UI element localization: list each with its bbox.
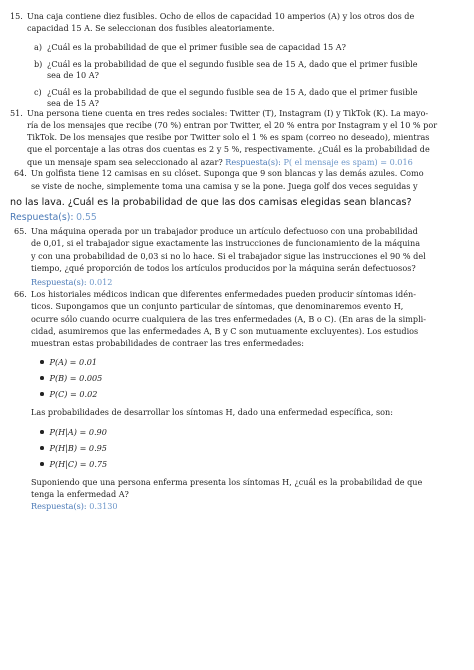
problem-text-line: TikTok. De los mensajes que resibe por Twitter solo el 1 % es spam (correo no deseado), mientras <box>27 132 430 142</box>
answer-value: P( el mensaje es spam) = 0.016 <box>283 157 413 167</box>
answer-value: 0.3130 <box>89 501 118 511</box>
answer-label: Respuesta(s): <box>225 157 281 167</box>
bullet-icon <box>40 462 44 466</box>
list-item <box>40 442 107 454</box>
problem-text-line: cidad, asumiremos que las enfermedades A, B y C son mutuamente excluyentes). Los estudios <box>31 326 419 336</box>
list-item <box>40 356 97 368</box>
problem-text: que un mensaje spam sea seleccionado al azar? <box>27 157 223 167</box>
item-text: ¿Cuál es la probabilidad de que el primer fusible sea de capacidad 15 A? <box>47 42 346 52</box>
item-label: b) <box>34 59 43 69</box>
problem-text-line: se viste de noche, simplemente toma una camisa y se la pone. Juega golf dos veces seguidas y <box>31 181 418 191</box>
problem-text-line-large: no las lava. ¿Cuál es la probabilidad de que las dos camisas elegidas sean blancas? <box>10 197 412 208</box>
bullet-icon <box>40 376 44 380</box>
answer-label: Respuesta(s): <box>10 212 74 223</box>
problem-number: 66. <box>14 289 27 299</box>
problem-text-line: Los historiales médicos indican que diferentes enfermedades pueden producir síntomas idén- <box>31 289 416 299</box>
item-text: sea de 10 A? <box>47 70 99 80</box>
problem-text-line: de 0,01, si el trabajador sigue exactamente las instrucciones de funcionamiento de la máquina <box>31 238 421 248</box>
problem-text-line: que el porcentaje a las otras dos cuentas es 2 y 5 %, respectivamente. ¿Cuál es la probabilidad de <box>27 144 430 154</box>
formula: P(C) = 0.02 <box>49 389 98 399</box>
problem-text-line: ocurre sólo cuando ocurre cualquiera de las tres enfermedades (A, B o C). (En aras de la simpli- <box>31 314 427 324</box>
bullet-icon <box>40 446 44 450</box>
problem-text-line: Las probabilidades de desarrollar los síntomas H, dado una enfermedad específica, son: <box>31 407 393 417</box>
problem-text-line: capacidad 15 A. Se seleccionan dos fusibles aleatoriamente. <box>27 23 275 33</box>
item-label: a) <box>34 42 42 52</box>
problem-text-line: Un golfista tiene 12 camisas en su clóset. Suponga que 9 son blancas y las demás azules. Como <box>31 168 424 178</box>
problem-text-line: Una persona tiene cuenta en tres redes sociales: Twitter (T), Instagram (I) y TikTok (K). La mayo- <box>27 108 429 118</box>
formula: P(H|C) = 0.75 <box>49 459 108 469</box>
answer-line <box>10 211 97 224</box>
list-item <box>40 426 107 438</box>
list-item <box>40 372 102 384</box>
problem-text-line: tenga la enfermedad A? <box>31 489 129 499</box>
formula: P(H|A) = 0.90 <box>49 427 107 437</box>
formula: P(B) = 0.005 <box>49 373 103 383</box>
item-text: ¿Cuál es la probabilidad de que el segundo fusible sea de 15 A, dado que el primer fusible <box>47 59 418 69</box>
problem-text-line: Una caja contiene diez fusibles. Ocho de ellos de capacidad 10 amperios (A) y los otros dos de <box>27 11 415 21</box>
problem-number: 64. <box>14 168 27 178</box>
formula: P(H|B) = 0.95 <box>49 443 107 453</box>
item-label: c) <box>34 87 42 97</box>
formula: P(A) = 0.01 <box>49 357 98 367</box>
problem-number: 51. <box>10 108 23 118</box>
answer-value: 0.012 <box>89 277 113 287</box>
problem-number: 15. <box>10 11 23 21</box>
answer-value: 0.55 <box>76 212 97 223</box>
problem-number: 65. <box>14 226 27 236</box>
problem-text-line: Una máquina operada por un trabajador produce un artículo defectuoso con una probabilidad <box>31 226 418 236</box>
answer-line <box>31 276 112 288</box>
bullet-icon <box>40 392 44 396</box>
item-text: ¿Cuál es la probabilidad de que el segundo fusible sea de 15 A, dado que el primer fusible <box>47 87 418 97</box>
problem-text-line: y con una probabilidad de 0,03 si no lo hace. Si el trabajador sigue las instrucciones el 90 % del <box>31 251 426 261</box>
answer-line <box>31 500 118 512</box>
list-item <box>40 388 97 400</box>
problem-text-line: ticos. Supongamos que un conjunto particular de síntomas, que denominaremos evento H, <box>31 301 404 311</box>
problem-text-line: ría de los mensajes que recibe (70 %) entran por Twitter, el 20 % entra por Instagram y el 10 % por <box>27 120 438 130</box>
answer-label: Respuesta(s): <box>31 277 87 287</box>
item-text: sea de 15 A? <box>47 98 99 108</box>
problem-text-line: Suponiendo que una persona enferma presenta los síntomas H, ¿cuál es la probabilidad de que <box>31 477 423 487</box>
bullet-icon <box>40 360 44 364</box>
bullet-icon <box>40 430 44 434</box>
problem-text-line: tiempo, ¿qué proporción de todos los artículos producidos por la máquina serán defectuosos? <box>31 263 416 273</box>
list-item <box>40 458 107 470</box>
problem-text-line: muestran estas probabilidades de contraer las tres enfermedades: <box>31 338 304 348</box>
answer-label: Respuesta(s): <box>31 501 87 511</box>
